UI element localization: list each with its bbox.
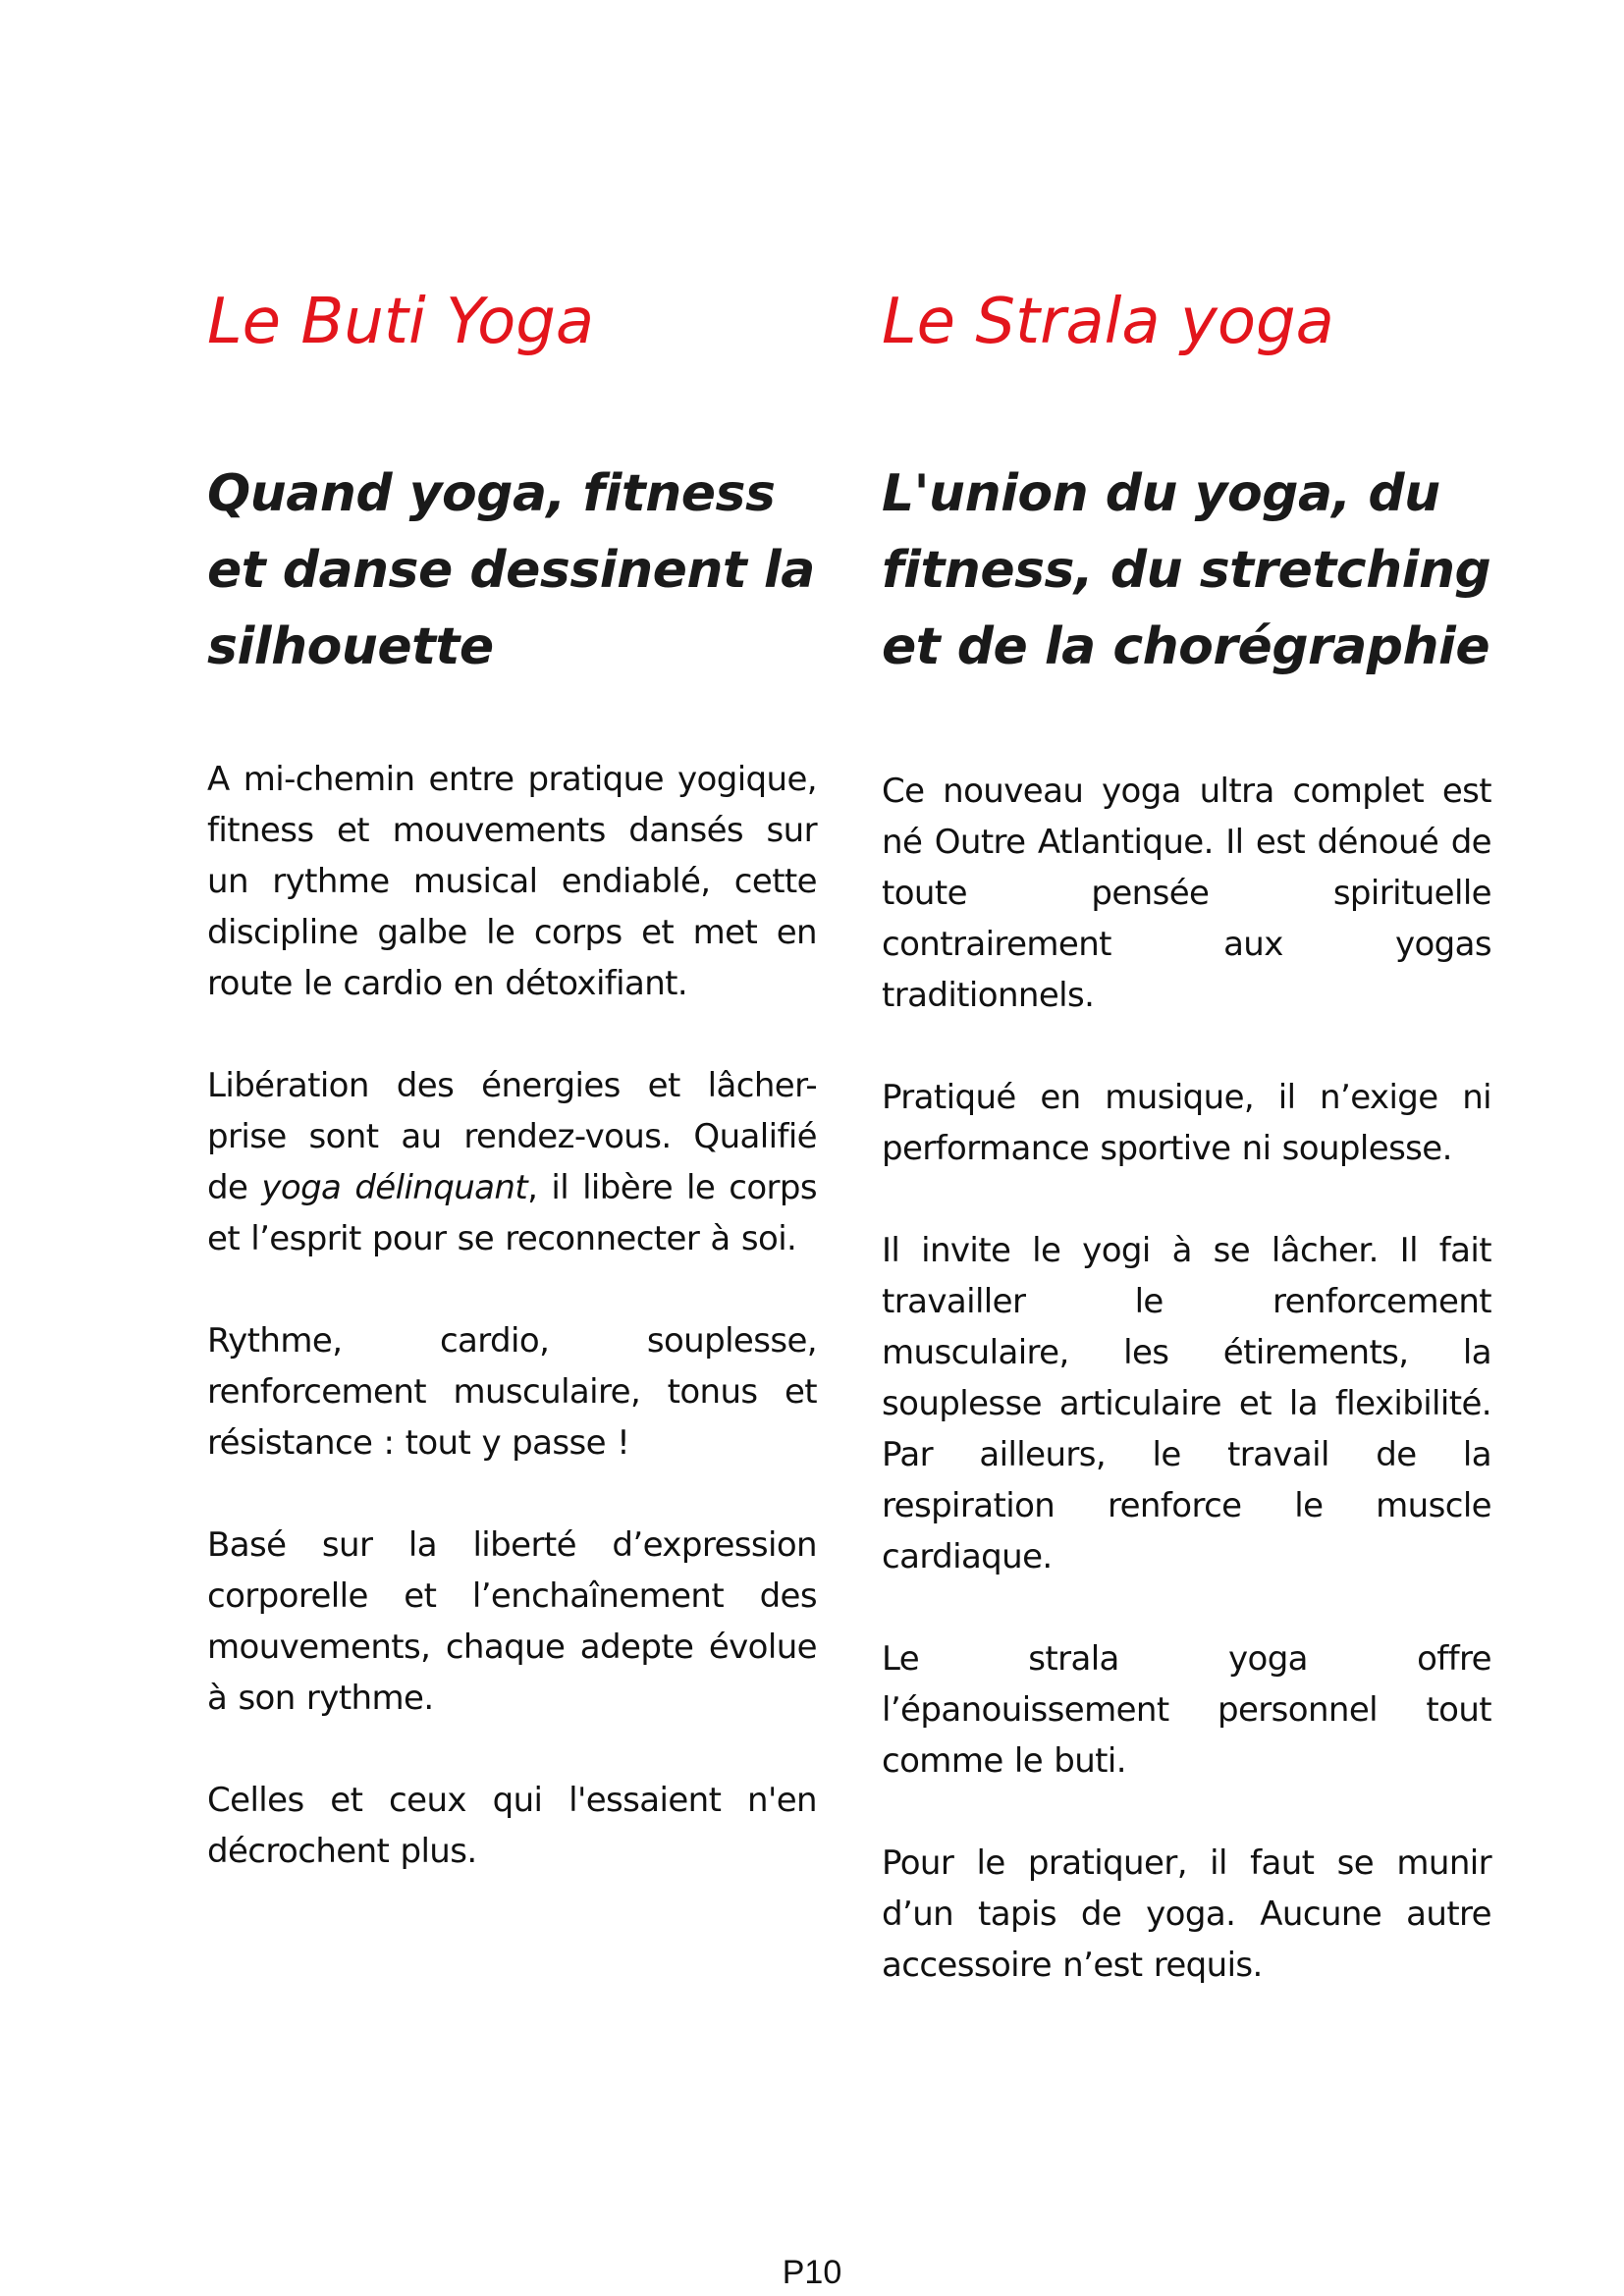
paragraph: Il invite le yogi à se lâcher. Il fait travailler le renforcement musculaire, les étirements, la souplesse articulaire et la flexibilité. Par ailleurs, le travail de la respiration renforce le muscle cardiaque. <box>882 1230 1491 1576</box>
article-title-strala-yoga: Le Strala yoga <box>882 286 1334 358</box>
page-number: P10 <box>782 2254 842 2291</box>
paragraph: Le strala yoga offre l’épanouissement personnel tout comme le buti. <box>882 1638 1491 1781</box>
article-title-buti-yoga: Le Buti Yoga <box>207 286 595 358</box>
paragraph: Basé sur la liberté d’expression corporelle et l’enchaînement des mouvements, chaque adepte évolue à son rythme. <box>207 1524 817 1718</box>
paragraph <box>207 1060 817 1264</box>
paragraph: Celles et ceux qui l'essaient n'en décrochent plus. <box>207 1780 817 1871</box>
emphasis-text: yoga délinquant <box>261 1167 528 1207</box>
paragraph: Pour le pratiquer, il faut se munir d’un tapis de yoga. Aucune autre accessoire n’est requis. <box>882 1842 1491 1985</box>
article-body-strala-yoga <box>882 766 1491 1991</box>
article-subtitle-buti-yoga: Quand yoga, fitness et danse dessinent la silhouette <box>207 463 815 676</box>
paragraph: Rythme, cardio, souplesse, renforcement musculaire, tonus et résistance : tout y passe ! <box>207 1320 817 1463</box>
article-subtitle-strala-yoga: L'union du yoga, du fitness, du stretching et de la chorégraphie <box>882 463 1491 676</box>
paragraph: Ce nouveau yoga ultra complet est né Outre Atlantique. Il est dénoué de toute pensée spirituelle contrairement aux yogas traditionnels. <box>882 771 1491 1015</box>
paragraph: A mi-chemin entre pratique yogique, fitness et mouvements dansés sur un rythme musical endiablé, cette discipline galbe le corps et met en route le cardio en détoxifiant. <box>207 759 817 1003</box>
paragraph: Pratiqué en musique, il n’exige ni performance sportive ni souplesse. <box>882 1077 1491 1168</box>
paragraph-text: , il libère le corps et l’esprit pour se reconnecter à soi. <box>207 1167 818 1258</box>
right-column <box>882 285 1491 2042</box>
paragraph-text: Libération des énergies et lâcher-prise sont au rendez-vous. Qualifié de <box>207 1065 817 1207</box>
left-column <box>207 285 817 1928</box>
article-body-buti-yoga <box>207 754 817 1877</box>
